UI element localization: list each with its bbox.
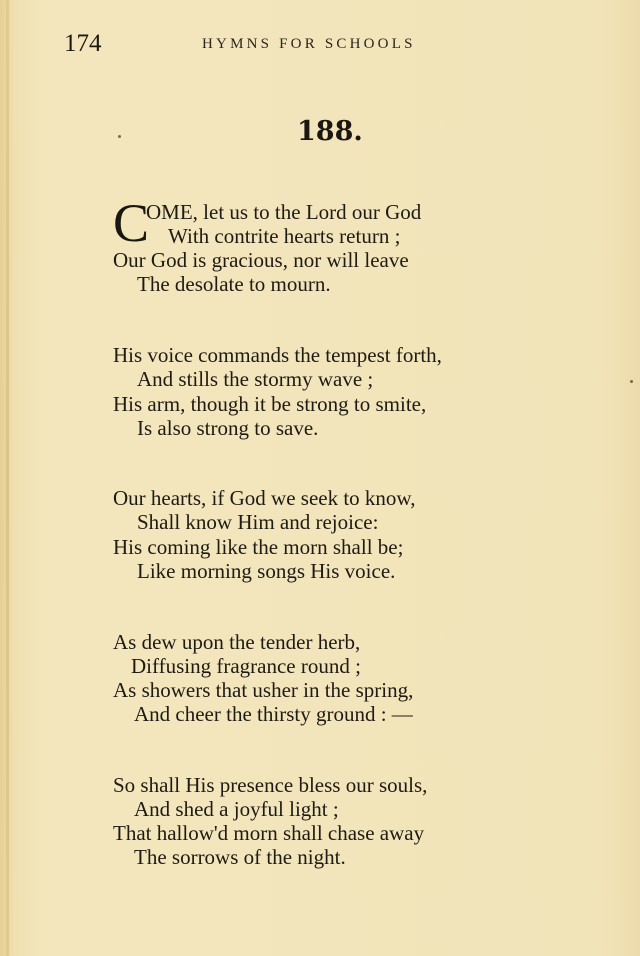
verse-line: That hallow'd morn shall chase away [113, 821, 425, 845]
verse-line: His voice commands the tempest forth, [113, 343, 442, 367]
verse-line: And stills the stormy wave ; [137, 367, 374, 391]
verse-line: Diffusing fragrance round ; [131, 654, 361, 678]
verse-line: And cheer the thirsty ground : — [134, 702, 413, 726]
hymn-number: 188. [297, 116, 363, 147]
verse-line: And shed a joyful light ; [134, 797, 339, 821]
verse-line: The sorrows of the night. [134, 845, 346, 869]
verse-line: Shall know Him and rejoice: [137, 510, 379, 534]
drop-cap: C [113, 193, 150, 253]
running-head: HYMNS FOR SCHOOLS [202, 36, 416, 52]
verse-line: So shall His presence bless our souls, [113, 773, 428, 797]
verse-line: As showers that usher in the spring, [113, 678, 414, 702]
verse-line: Like morning songs His voice. [137, 559, 396, 583]
verse-line: His coming like the morn shall be; [113, 535, 404, 559]
page-binding-edge [6, 0, 9, 956]
paper-speck [118, 135, 121, 138]
page-number: 174 [64, 30, 102, 57]
verse-line: OME, let us to the Lord our God [146, 200, 422, 224]
verse-line: With contrite hearts return ; [168, 224, 401, 248]
verse-line: Our hearts, if God we seek to know, [113, 486, 416, 510]
verse-line: Is also strong to save. [137, 416, 319, 440]
verse-line: As dew upon the tender herb, [113, 630, 361, 654]
verse-line: His arm, though it be strong to smite, [113, 392, 427, 416]
paper-speck [630, 380, 633, 383]
verse-line: Our God is gracious, nor will leave [113, 248, 409, 272]
verse-line: The desolate to mourn. [137, 272, 331, 296]
